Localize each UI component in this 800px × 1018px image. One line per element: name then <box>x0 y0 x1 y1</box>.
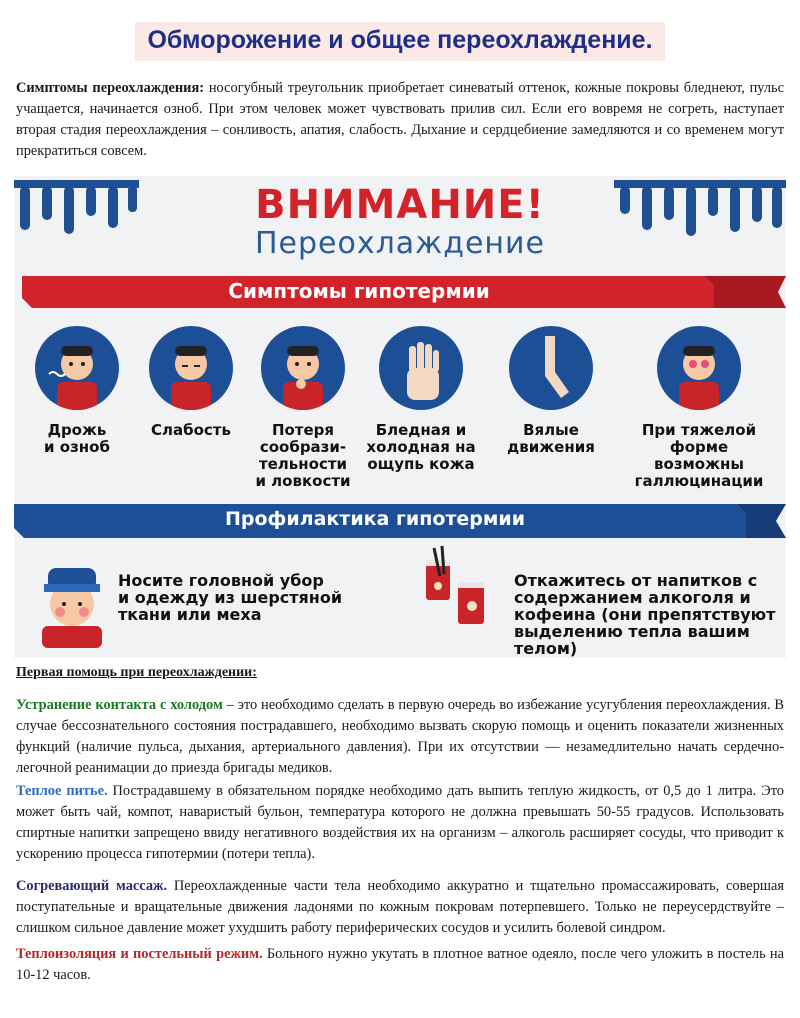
first-aid-label: Согревающий массаж. <box>16 878 168 894</box>
prevention-banner: Профилактика гипотермии <box>224 508 526 530</box>
hallucinating-person-icon <box>657 326 741 410</box>
intro-text: носогубный треугольник приобретает синеватый оттенок, кожные покровы бледнеют, пульс учащается, начинается озноб. При этом человек может чувствовать прилив сил. Если его вовремя не согреть, наступает вторая стадия переохлаждения – сонливость, апатия, слабость. Дыхание и сердцебиение замедляются и со временем могут прекратиться совсем. <box>16 80 784 159</box>
first-aid-paragraph <box>16 944 784 986</box>
first-aid-paragraph <box>16 876 784 939</box>
symptom-label: Потеря сообрази- тельности и ловкости <box>255 421 351 490</box>
confused-person-icon <box>261 326 345 410</box>
prevention-text-clothing: Носите головной убор и одежду из шерстяной ткани или меха <box>118 571 343 624</box>
title-wrap <box>0 22 800 61</box>
shivering-person-icon <box>35 326 119 410</box>
symptom-label: При тяжелой форме возможны галлюцинации <box>634 421 764 490</box>
symptom-item <box>624 326 774 490</box>
hypothermia-poster <box>14 176 786 658</box>
symptom-label: Дрожь и озноб <box>44 421 110 456</box>
first-aid-text: Пострадавшему в обязательном порядке необходимо дать выпить теплую жидкость, от 0,5 до 1 литра. Это может быть чай, компот, наваристый бульон, температура которого не должна превышать 50-55 градусов. Использовать спиртные напитки запрещено ввиду негативного воздействия их на организм – алкоголь расширяет сосуды, что приводит к ускорению процесса гипотермии (потери тепла). <box>16 783 784 862</box>
symptom-label: Бледная и холодная на ощупь кожа <box>366 421 476 473</box>
pale-hand-icon <box>379 326 463 410</box>
prevention-text-drinks: Откажитесь от напитков с содержанием алкоголя и кофеина (они препятствуют выделению тепла вашим телом) <box>514 571 776 658</box>
first-aid-text: – это необходимо сделать в первую очередь во избежание усугубления переохлаждения. В случае бессознательного состояния пострадавшего, необходимо вызвать скорую помощь и оценить показатели жизненных функций (наличие пульса, дыхания, артериального давления). При их отсутствии — незамедлительно начать сердечно-легочной реанимации до приезда бригады медиков. <box>16 697 785 776</box>
first-aid-paragraph <box>16 781 784 865</box>
first-aid-label: Теплоизоляция и постельный режим. <box>16 946 263 962</box>
symptom-item <box>136 326 246 439</box>
symptom-item <box>496 326 606 456</box>
symptoms-banner: Симптомы гипотермии <box>228 279 490 303</box>
first-aid-label: Устранение контакта с холодом <box>16 697 223 713</box>
first-aid-heading: Первая помощь при переохлаждении: <box>16 665 257 680</box>
symptom-item <box>366 326 476 473</box>
first-aid-text: Переохлажденные части тела необходимо аккуратно и тщательно промассажировать, совершая поступательные и вращательные движения ладонями по кожным покровам потерпевшего. Только не переусердствуйте – слишком сильное давление может ухудшить работу периферических сосудов и усилить болевой синдром. <box>16 878 784 936</box>
symptom-label: Слабость <box>151 421 231 439</box>
weak-person-icon <box>149 326 233 410</box>
first-aid-paragraph <box>16 695 784 779</box>
poster-subtitle: Переохлаждение <box>255 226 545 261</box>
limp-arm-icon <box>509 326 593 410</box>
symptom-item <box>22 326 132 456</box>
person-in-hat-drawing <box>42 568 102 648</box>
first-aid-text: Больного нужно укутать в плотное ватное одеяло, после чего уложить в постель на 10-12 часов. <box>16 946 785 983</box>
poster-title: ВНИМАНИЕ! <box>255 182 545 228</box>
symptom-item <box>248 326 358 490</box>
intro-paragraph <box>16 78 784 162</box>
page-title: Обморожение и общее переохлаждение. <box>135 22 664 61</box>
first-aid-label: Теплое питье. <box>16 783 108 799</box>
drinks-drawing <box>426 546 484 624</box>
intro-label: Симптомы переохлаждения: <box>16 80 205 96</box>
symptom-label: Вялые движения <box>507 421 595 456</box>
